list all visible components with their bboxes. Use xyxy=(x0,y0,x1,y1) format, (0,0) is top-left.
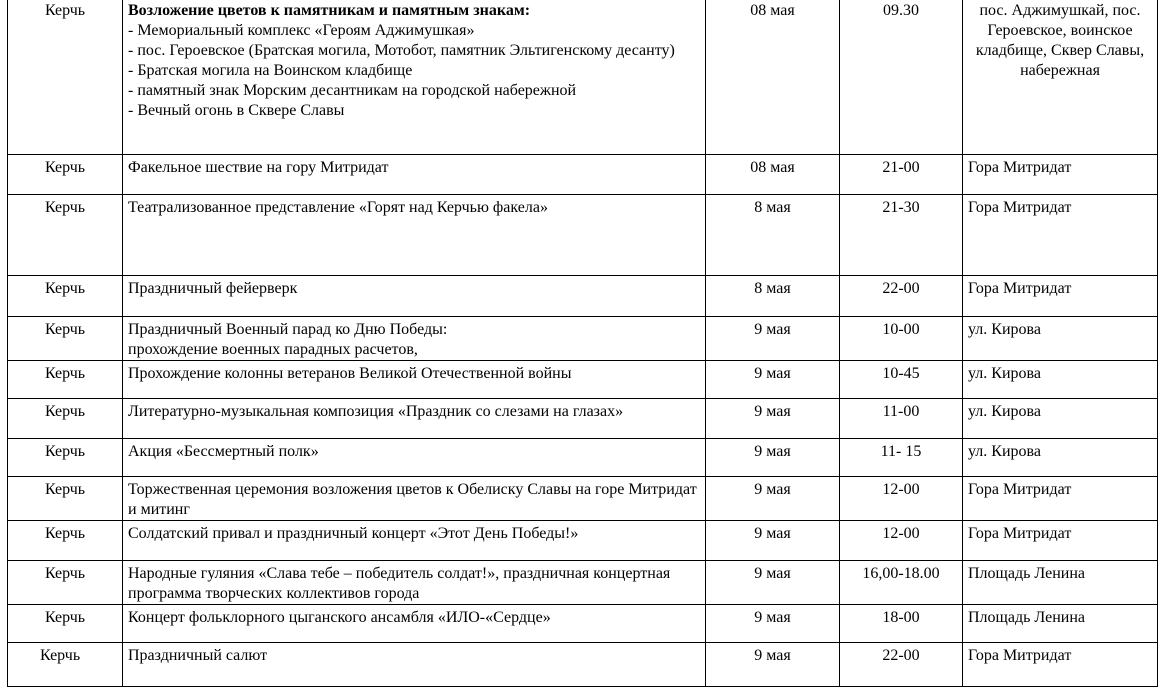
event-cell xyxy=(123,521,706,561)
place-cell: ул. Кирова xyxy=(963,399,1158,439)
time-cell: 11- 15 xyxy=(840,439,963,477)
event-cell xyxy=(123,155,706,195)
city-cell: Керчь xyxy=(8,477,123,521)
city-cell: Керчь xyxy=(8,605,123,643)
time-cell: 12-00 xyxy=(840,477,963,521)
place-cell: Площадь Ленина xyxy=(963,561,1158,605)
city-cell: Керчь xyxy=(8,0,123,155)
time-cell: 18-00 xyxy=(840,605,963,643)
date-cell: 9 мая xyxy=(706,361,840,399)
event-line: - Братская могила на Воинском кладбище xyxy=(128,62,413,79)
table-row xyxy=(8,521,1158,561)
place-cell: пос. Аджимушкай, пос. Героевское, воинское кладбище, Сквер Славы, набережная xyxy=(963,0,1158,155)
event-cell xyxy=(123,605,706,643)
events-schedule-table xyxy=(7,0,1158,687)
time-cell: 21-00 xyxy=(840,155,963,195)
time-cell: 12-00 xyxy=(840,521,963,561)
event-cell xyxy=(123,561,706,605)
city-cell: Керчь xyxy=(8,521,123,561)
time-cell: 10-45 xyxy=(840,361,963,399)
place-cell: Гора Митридат xyxy=(963,276,1158,317)
place-cell: Гора Митридат xyxy=(963,155,1158,195)
date-cell: 9 мая xyxy=(706,477,840,521)
time-cell: 21-30 xyxy=(840,195,963,276)
place-cell: Гора Митридат xyxy=(963,477,1158,521)
event-line: Факельное шествие на гору Митридат xyxy=(128,159,389,176)
event-line: Солдатский привал и праздничный концерт «Этот День Победы!» xyxy=(128,525,579,542)
city-cell: Керчь xyxy=(8,155,123,195)
table-row xyxy=(8,276,1158,317)
city-cell: Керчь xyxy=(8,561,123,605)
event-line: Акция «Бессмертный полк» xyxy=(128,443,319,460)
place-cell: Площадь Ленина xyxy=(963,605,1158,643)
event-cell xyxy=(123,0,706,155)
table-row xyxy=(8,317,1158,361)
time-cell: 11-00 xyxy=(840,399,963,439)
date-cell: 08 мая xyxy=(706,0,840,155)
event-line: Праздничный салют xyxy=(128,647,268,664)
place-cell: ул. Кирова xyxy=(963,361,1158,399)
event-line: Прохождение колонны ветеранов Великой Отечественной войны xyxy=(128,365,572,382)
event-line: - пос. Героевское (Братская могила, Мотобот, памятник Эльтигенскому десанту) xyxy=(128,42,675,59)
city-cell: Керчь xyxy=(8,317,123,361)
time-cell: 09.30 xyxy=(840,0,963,155)
date-cell: 9 мая xyxy=(706,439,840,477)
table-row xyxy=(8,477,1158,521)
table-row xyxy=(8,439,1158,477)
city-cell: Керчь xyxy=(8,643,123,687)
date-cell: 9 мая xyxy=(706,605,840,643)
place-cell: Гора Митридат xyxy=(963,195,1158,276)
city-cell: Керчь xyxy=(8,361,123,399)
date-cell: 9 мая xyxy=(706,561,840,605)
event-cell xyxy=(123,439,706,477)
event-line: Литературно-музыкальная композиция «Праздник со слезами на глазах» xyxy=(128,403,624,420)
table-row xyxy=(8,0,1158,155)
table-row xyxy=(8,561,1158,605)
event-line: Торжественная церемония возложения цветов к Обелиску Славы на горе Митридат и митинг xyxy=(128,481,697,518)
place-cell: ул. Кирова xyxy=(963,317,1158,361)
table-row xyxy=(8,361,1158,399)
event-title: Возложение цветов к памятникам и памятным знакам: xyxy=(128,2,531,19)
table-row xyxy=(8,399,1158,439)
event-cell xyxy=(123,276,706,317)
event-line: Театрализованное представление «Горят над Керчью факела» xyxy=(128,199,548,216)
event-line: Народные гуляния «Слава тебе – победитель солдат!», праздничная концертная программа творческих коллективов города xyxy=(128,565,671,602)
place-cell: Гора Митридат xyxy=(963,643,1158,687)
event-cell xyxy=(123,477,706,521)
city-cell: Керчь xyxy=(8,399,123,439)
date-cell: 8 мая xyxy=(706,276,840,317)
event-line: - Мемориальный комплекс «Героям Аджимушкая» xyxy=(128,22,475,39)
table-row xyxy=(8,195,1158,276)
event-cell xyxy=(123,195,706,276)
time-cell: 16,00-18.00 xyxy=(840,561,963,605)
city-cell: Керчь xyxy=(8,195,123,276)
event-line: Праздничный Военный парад ко Дню Победы: xyxy=(128,321,448,338)
time-cell: 22-00 xyxy=(840,276,963,317)
event-line: - Вечный огонь в Сквере Славы xyxy=(128,102,345,119)
time-cell: 22-00 xyxy=(840,643,963,687)
date-cell: 08 мая xyxy=(706,155,840,195)
place-cell: ул. Кирова xyxy=(963,439,1158,477)
time-cell: 10-00 xyxy=(840,317,963,361)
event-line: - памятный знак Морским десантникам на городской набережной xyxy=(128,82,577,99)
table-row xyxy=(8,155,1158,195)
date-cell: 8 мая xyxy=(706,195,840,276)
date-cell: 9 мая xyxy=(706,521,840,561)
event-line: прохождение военных парадных расчетов, xyxy=(128,341,418,358)
event-line: Праздничный фейерверк xyxy=(128,280,298,297)
place-cell: Гора Митридат xyxy=(963,521,1158,561)
event-cell xyxy=(123,317,706,361)
date-cell: 9 мая xyxy=(706,643,840,687)
date-cell: 9 мая xyxy=(706,399,840,439)
table-row xyxy=(8,605,1158,643)
city-cell: Керчь xyxy=(8,276,123,317)
event-cell xyxy=(123,399,706,439)
city-cell: Керчь xyxy=(8,439,123,477)
event-line: Концерт фольклорного цыганского ансамбля «ИЛО-«Сердце» xyxy=(128,609,551,626)
date-cell: 9 мая xyxy=(706,317,840,361)
event-cell xyxy=(123,361,706,399)
